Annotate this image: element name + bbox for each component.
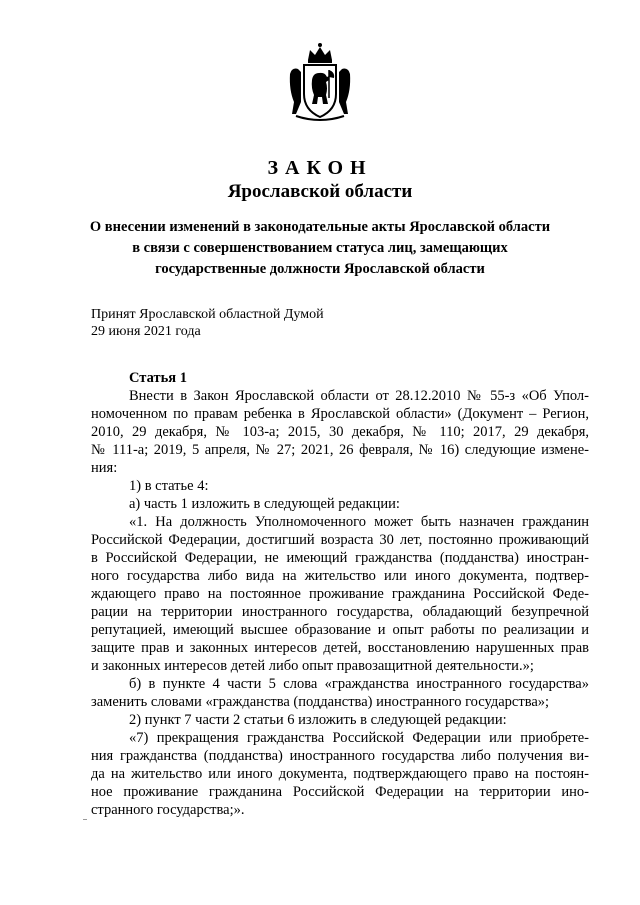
text-line: странного государства;». xyxy=(91,802,245,818)
text-line: да на жительство или иного документа, подтверждающего право на постоян- xyxy=(91,766,589,782)
law-region: Ярославской области xyxy=(227,181,413,202)
text-line: в Российской Федерации, не имеющий гражданства (подданства) иностран- xyxy=(91,550,589,566)
text-line: защите прав и законных интересов детей, восстановлению нарушенных прав xyxy=(91,640,589,656)
text-line: 1) в статье 4: xyxy=(129,478,209,494)
text-line: ния гражданства (подданства) иностранного государства либо получения ви- xyxy=(91,748,589,764)
yaroslavl-coat-of-arms-icon xyxy=(286,40,354,124)
text-line: ное проживание гражданина Российской Федерации на территории ино- xyxy=(91,784,589,800)
text-line: а) часть 1 изложить в следующей редакции: xyxy=(129,496,400,512)
text-line: и законных интересов детей либо опыт правозащитной деятельности.»; xyxy=(91,658,534,674)
text-line: заменить словами «гражданства (подданства) иностранного государства»; xyxy=(91,694,550,710)
text-line: репутацией, имеющий высшее образование и опыт работы по реализации и xyxy=(91,622,589,638)
text-line: ждающего право на постоянное проживание гражданина Российской Феде- xyxy=(91,586,589,602)
text-line: 2) пункт 7 части 2 статьи 6 изложить в следующей редакции: xyxy=(129,712,507,728)
text-line: 2010, 29 декабря, № 103-а; 2015, 30 декабря, № 110; 2017, 29 декабря, xyxy=(91,424,589,440)
text-line: № 111-а; 2019, 5 апреля, № 27; 2021, 26 февраля, № 16) следующие измене- xyxy=(91,442,589,458)
adoption-date: 29 июня 2021 года xyxy=(91,324,201,339)
law-title xyxy=(60,217,580,280)
text-line: номоченном по правам ребенка в Ярославской области» (Документ – Регион, xyxy=(91,406,589,422)
text-line: б) в пункте 4 части 5 слова «гражданства иностранного государства» xyxy=(129,676,589,692)
adoption-body: Принят Ярославской областной Думой xyxy=(91,307,324,322)
text-line: Российской Федерации, достигший возраста 30 лет, постоянно проживающий xyxy=(91,532,589,548)
text-line: «1. На должность Уполномоченного может быть назначен гражданин xyxy=(129,514,589,530)
law-title-line: в связи с совершенствованием статуса лиц, замещающих xyxy=(132,240,508,256)
law-title-line: О внесении изменений в законодательные акты Ярославской области xyxy=(89,219,551,235)
text-line: ния: xyxy=(91,460,118,476)
text-line: рации на территории иностранного государства, обладающий безупречной xyxy=(91,604,589,620)
text-line: ного государства либо вида на жительство или иного документа, подтвер- xyxy=(91,568,589,584)
adoption-info xyxy=(91,306,324,340)
article-body xyxy=(91,387,589,819)
law-heading: ЗАКОН xyxy=(267,157,373,179)
text-line: «7) прекращения гражданства Российской Федерации или приобрете- xyxy=(129,730,589,746)
scan-mark xyxy=(83,819,87,820)
law-title-line: государственные должности Ярославской области xyxy=(155,261,485,277)
article-heading: Статья 1 xyxy=(129,370,187,386)
text-line: Внести в Закон Ярославской области от 28.12.2010 № 55-з «Об Упол- xyxy=(129,388,589,404)
